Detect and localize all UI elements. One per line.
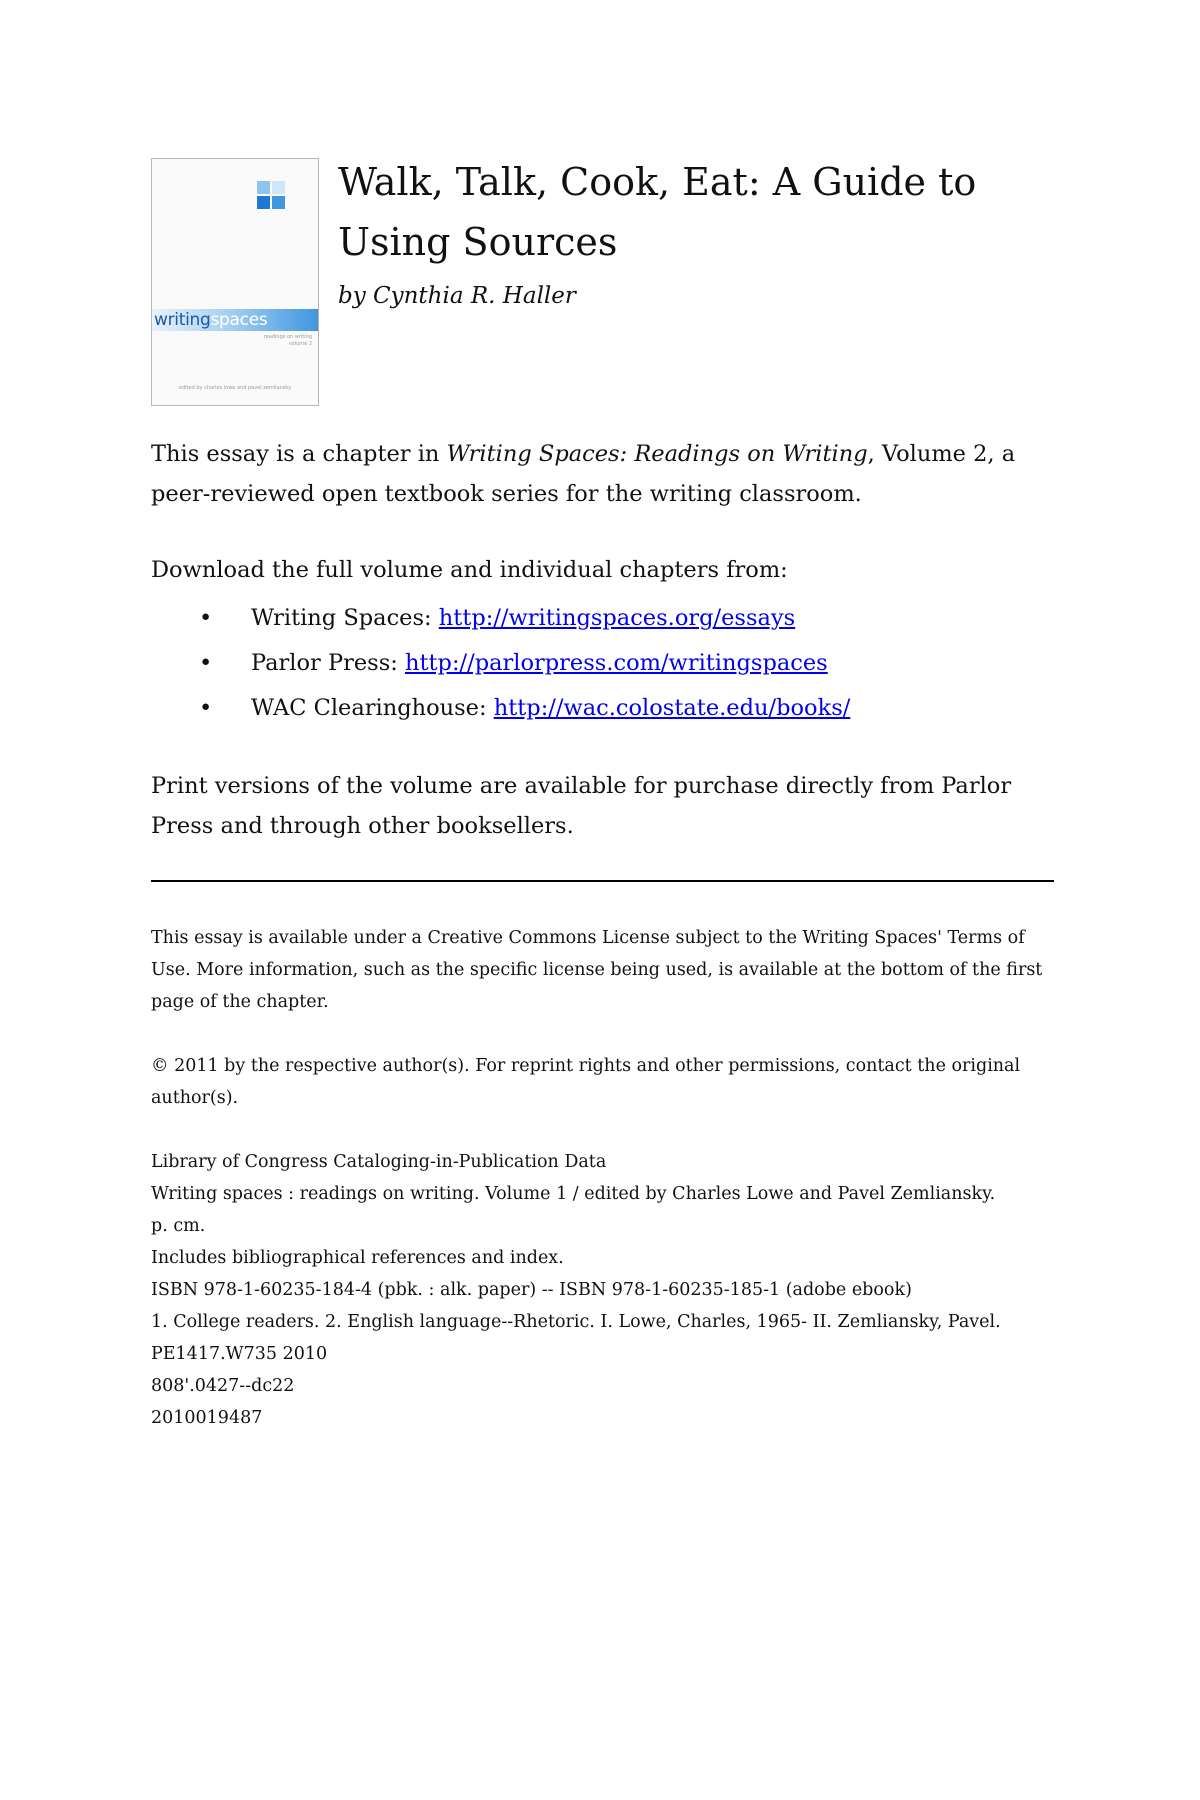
cover-subtitle (222, 334, 312, 348)
list-item (151, 596, 1051, 641)
list-item (151, 686, 1051, 731)
writing-spaces-logo-icon (257, 181, 285, 209)
cover-subtitle-line-2: volume 2 (288, 341, 312, 347)
cip-line: ISBN 978-1-60235-184-4 (pbk. : alk. paper) -- ISBN 978-1-60235-185-1 (adobe ebook) (151, 1280, 912, 1300)
chapter-note-text-1: This essay is a chapter in (151, 441, 447, 467)
cip-line: 1. College readers. 2. English language--Rhetoric. I. Lowe, Charles, 1965- II. Zemliansky, Pavel. (151, 1312, 1001, 1332)
cataloging-data (151, 1146, 1051, 1434)
cip-line: 808'.0427--dc22 (151, 1376, 295, 1396)
cover-title-band (152, 309, 318, 331)
section-divider (151, 880, 1054, 882)
cover-title-word-1: writing (154, 310, 211, 330)
cip-line: Writing spaces : readings on writing. Volume 1 / edited by Charles Lowe and Pavel Zemliansky. (151, 1184, 996, 1204)
link-label: Writing Spaces: (251, 605, 439, 631)
link-label: WAC Clearinghouse: (251, 695, 494, 721)
book-cover-thumbnail (151, 158, 319, 406)
cover-subtitle-line-1: readings on writing (263, 334, 312, 340)
chapter-note-text-2: , Volume 2, a peer-reviewed open textbook series for the writing classroom. (151, 441, 1016, 507)
print-versions-paragraph: Print versions of the volume are available for purchase directly from Parlor Press and through other booksellers. (151, 773, 1012, 839)
download-links-list (151, 596, 1051, 731)
cip-line: 2010019487 (151, 1408, 263, 1428)
chapter-note-paragraph (151, 434, 1051, 514)
link-label: Parlor Press: (251, 650, 405, 676)
list-item (151, 641, 1051, 686)
bullet-icon: • (199, 695, 213, 721)
bullet-icon: • (199, 605, 213, 631)
parlor-press-link[interactable]: http://parlorpress.com/writingspaces (404, 650, 828, 676)
bullet-icon: • (199, 650, 213, 676)
license-notice: This essay is available under a Creative Commons License subject to the Writing Spaces' Terms of Use. More information, such as the specific license being used, is available at the bottom of the first page of the chapter. (151, 928, 1043, 1012)
cip-line: p. cm. (151, 1216, 206, 1236)
download-intro-paragraph: Download the full volume and individual chapters from: (151, 557, 788, 583)
copyright-notice: © 2011 by the respective author(s). For reprint rights and other permissions, contact the original author(s). (151, 1056, 1021, 1108)
writing-spaces-link[interactable]: http://writingspaces.org/essays (438, 605, 796, 631)
cover-editors: edited by charles lowe and pavel zemliansky (178, 385, 292, 391)
essay-byline: by Cynthia R. Haller (338, 283, 576, 309)
book-title-italic: Writing Spaces: Readings on Writing (446, 441, 868, 467)
cip-line: Library of Congress Cataloging-in-Publication Data (151, 1152, 607, 1172)
cip-line: PE1417.W735 2010 (151, 1344, 328, 1364)
essay-title: Walk, Talk, Cook, Eat: A Guide to Using Sources (338, 160, 977, 264)
wac-clearinghouse-link[interactable]: http://wac.colostate.edu/books/ (493, 695, 851, 721)
cover-title (154, 310, 267, 330)
cover-title-word-2: spaces (210, 310, 268, 330)
cip-line: Includes bibliographical references and index. (151, 1248, 564, 1268)
